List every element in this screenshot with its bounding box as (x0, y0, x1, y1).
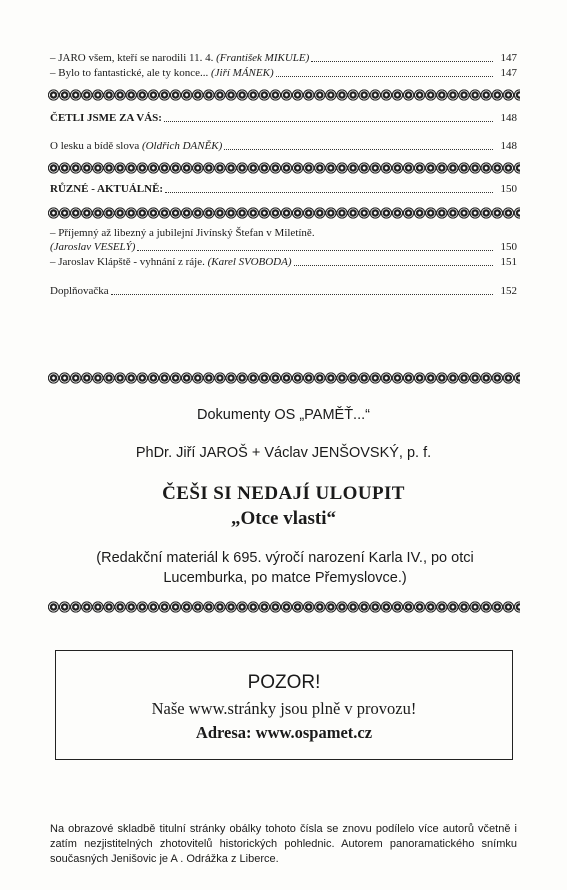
toc-entry-author: (Jiří MÁNEK) (210, 67, 274, 79)
toc-section (50, 112, 517, 125)
toc-page-number: 148 (500, 140, 517, 152)
toc-page-number: 147 (500, 52, 517, 64)
toc-leader (165, 184, 493, 193)
toc-page-number: 148 (500, 112, 517, 124)
toc-leader (294, 257, 493, 266)
toc-entry-author: (Jaroslav VESELÝ) (50, 241, 136, 253)
toc-entry-text: – JARO všem, kteří se narodili 11. 4. (František MIKULE) (50, 52, 310, 64)
toc-leader (164, 113, 493, 122)
toc-entry (50, 140, 517, 153)
toc-entry (50, 285, 517, 298)
toc-entry-text: – Jaroslav Klápště - vyhnání z ráje. (Karel SVOBODA) (50, 256, 292, 268)
toc-entry-author: (František MIKULE) (216, 52, 310, 64)
toc-entry-line1: – Příjemný až libezný a jubilejní Jivínský Štefan v Miletíně. (50, 227, 315, 239)
toc-section-title: ČETLI JSME ZA VÁS: (50, 112, 162, 124)
toc-leader (224, 141, 493, 150)
toc-section-title: RŮZNÉ - AKTUÁLNĚ: (50, 183, 164, 195)
toc-entry (50, 67, 517, 80)
notice-box (55, 650, 513, 760)
document-headline: ČEŠI SI NEDAJÍ ULOUPIT (162, 483, 405, 504)
toc-entry (50, 241, 517, 254)
toc-page-number: 147 (500, 67, 517, 79)
toc-entry-author: (Karel SVOBODA) (207, 256, 292, 268)
notice-address: Adresa: www.ospamet.cz (195, 723, 373, 742)
toc-page-number: 150 (500, 241, 517, 253)
toc-entry (50, 256, 517, 269)
ornament-divider (48, 601, 520, 613)
toc-leader (311, 53, 493, 62)
notice-text: Naše www.stránky jsou plně v provozu! (151, 699, 417, 718)
footer-credits: Na obrazové skladbě titulní stránky obálky tohoto čísla se znovu podílelo více autorů včetně i zatím nezjistitelných zhotovitelů historických pohlednic. Autorem panoramatického snímku současných Jenišovic je A . Odrážka z Liberce. (50, 823, 517, 865)
toc-entry-text: Doplňovačka (50, 285, 109, 297)
toc-entry (50, 52, 517, 65)
toc-entry-text (50, 241, 135, 254)
ornament-divider (48, 89, 520, 101)
toc-leader (137, 242, 493, 251)
document-series-title: Dokumenty OS „PAMĚŤ...“ (197, 407, 370, 423)
toc-leader (111, 286, 493, 295)
toc-entry-author: (Oldřich DANĚK) (141, 140, 223, 152)
document-authors: PhDr. Jiří JAROŠ + Václav JENŠOVSKÝ, p. f. (135, 445, 432, 461)
toc-page-number: 151 (500, 256, 517, 268)
toc-page-number: 152 (500, 285, 517, 297)
ornament-divider (48, 207, 520, 219)
toc-section (50, 183, 517, 196)
toc-entry-text: O lesku a bídě slova (Oldřich DANĚK) (50, 140, 223, 152)
notice-title: POZOR! (247, 672, 321, 693)
ornament-divider (48, 162, 520, 174)
ornament-divider (48, 372, 520, 384)
editorial-note: (Redakční materiál k 695. výročí narození Karla IV., po otci Lucemburka, po matce Přemyslovce.) (96, 550, 474, 586)
document-subheadline: „Otce vlasti“ (230, 508, 336, 529)
toc-page-number: 150 (500, 183, 517, 195)
toc-entry-text: – Bylo to fantastické, ale ty konce... (Jiří MÁNEK) (50, 67, 274, 79)
toc-leader (276, 68, 493, 77)
